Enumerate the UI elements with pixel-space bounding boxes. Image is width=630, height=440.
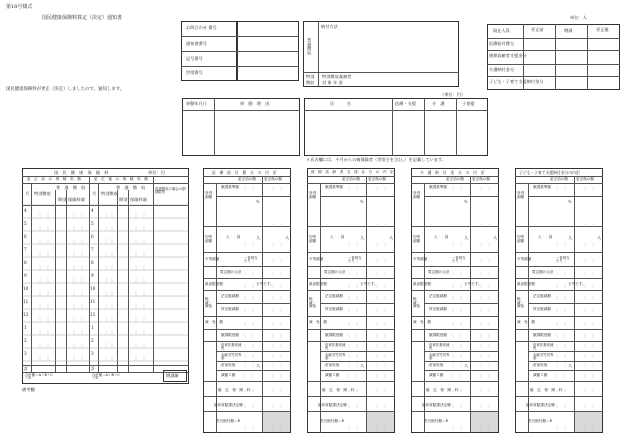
info-row-notice-no: 通知書番号: [186, 41, 207, 46]
panel-medical-ninzu: 人 員: [226, 235, 241, 239]
panel-elder-before: 更正前の額: [342, 177, 360, 181]
status-row-medical: 医療給付費分: [489, 41, 515, 46]
panel-medical-zougen: 差引納付額＝E: [216, 419, 241, 423]
notice-text: 国民健康保険料が更正（決定）しましたので、通知します。: [6, 87, 125, 92]
status-header-after: 更正後: [596, 27, 609, 32]
panel-medical-nin1: 人: [256, 235, 261, 240]
schedule-sub-period-a: 期別: [58, 197, 67, 202]
panel-elder-koukiko: 旧被扶養者減免: [325, 343, 346, 351]
increase-decrease-label: 増減額: [166, 373, 179, 378]
schedule-sub-normal-a: 普 通 徴 収: [56, 185, 86, 190]
panel-medical-heiju: 平等割額: [205, 257, 220, 261]
schedule-sum-b: 合計額＝A＋B＋C＋D: [92, 373, 120, 381]
panel-elder-kiso: 賦課基準額: [325, 185, 343, 189]
panel-elder-sougaku: 減額２額: [325, 373, 340, 377]
info-row-symbol: 記号番号: [186, 56, 203, 61]
panel-child-shotoku: 所得割額: [517, 191, 525, 199]
status-header-before: 更正前: [531, 27, 544, 32]
pension-payer-label: 特別徴収義務者: [322, 74, 352, 79]
schedule-sub-normal-b: 普 通 徴 収: [116, 185, 146, 190]
member-name-label: 氏 名: [330, 101, 351, 106]
panel-care-sanzen: 産前産後: [429, 363, 444, 367]
panel-medical-kiso: 賦課基準額: [221, 185, 239, 189]
panel-child-mishugaku: 未就学児均等割: [533, 353, 554, 361]
panel-medical-per: 一世帯当たり: [244, 256, 258, 264]
panel-elder-kintou: 均等割額: [309, 235, 317, 243]
panel-care-kakutei: 確 定 保 険 料: [426, 388, 459, 392]
payment-method-label: 納付方法: [321, 24, 338, 29]
schedule-col-before: 更 正 前 の 保 険 料 額: [27, 177, 81, 181]
panel-elder-sanzen: 産前産後: [325, 363, 340, 367]
panel-child-nin3: 人: [568, 363, 573, 368]
panel-care-zougen: 差引納付額＝E: [424, 419, 449, 423]
panel-care-choseigo: 賦課限度額: [429, 333, 447, 337]
panel-medical-after: 更正後の額: [264, 177, 282, 181]
month-3: 3: [24, 351, 27, 356]
panel-care-zennen: 過年度賦課決定額: [422, 403, 451, 407]
month-9: 9: [24, 273, 27, 278]
footnote: ＊氏名欄には、４月からの被保険者（世帯主を含む。）を記載しています。: [306, 157, 446, 162]
change-date-label: 異動年月日: [186, 101, 207, 106]
panel-child-nin2: 人: [597, 235, 602, 240]
month-b-9: 9: [91, 273, 94, 278]
panel-elder-saigai: 減 免 額: [309, 320, 327, 324]
yen-unit-label: （単位：円）: [440, 92, 466, 97]
panel-elder-kakutei: 確 定 保 険 料: [322, 388, 355, 392]
panel-medical-sanzen: 産前産後: [221, 363, 236, 367]
status-header-current: 現在人員: [493, 28, 510, 33]
member-child-label: 子育援: [462, 101, 475, 106]
panel-care-heiju: 平等割額: [413, 257, 428, 261]
panel-medical-max-val: 万円です。: [256, 282, 274, 286]
panel-child-max: 最高限度額: [517, 282, 535, 286]
status-header-diff: 増減: [564, 28, 573, 33]
vertical-address-label: 普通徴収: [307, 38, 313, 55]
panel-care-nin1: 人: [464, 235, 469, 240]
panel-care-genmen: 軽減・減免: [413, 297, 421, 309]
member-medical-label: 医療・支援: [395, 101, 416, 106]
schedule-total-a: 計: [24, 366, 29, 371]
panel-elder-max-val: 万円です。: [360, 282, 378, 286]
schedule-sum-a: 合計額＝A＋B＋C＋D: [25, 373, 53, 381]
collection-label: 徴収: [306, 80, 315, 85]
month-b-1: 1: [91, 325, 94, 330]
panel-medical-max: 最高限度額: [205, 282, 223, 286]
panel-child-zennen: 過年度賦課決定額: [526, 403, 555, 407]
panel-child-per: 一世帯当たり: [556, 256, 570, 264]
month-b-8: 8: [91, 260, 94, 265]
panel-child-sanshutsu: 算定額の合計: [532, 270, 554, 274]
month-b-7: 7: [91, 247, 94, 252]
panel-elder-zennen: 過年度賦課決定額: [318, 403, 347, 407]
panel-medical-choseigo: 賦課限度額: [221, 333, 239, 337]
panel-elder-per: 一世帯当たり: [348, 256, 362, 264]
schedule-sub-amount-a: 保険料額: [68, 197, 85, 202]
panel-medical-percent: ％: [256, 199, 261, 204]
panel-medical-nin2: 人: [285, 235, 290, 240]
panel-care-title: 介 護 納 付 金 分 の 内 訳: [420, 170, 485, 175]
panel-medical-before: 更正前の額: [238, 177, 256, 181]
panel-child-percent: ％: [568, 199, 573, 204]
schedule-reason-col: 普通徴収の場合の納期限等: [155, 187, 186, 195]
month-b-12: 12: [90, 312, 96, 317]
panel-elder-max: 最高限度額: [309, 282, 327, 286]
panel-care-shotei: 所定軽減額: [429, 307, 447, 311]
panel-child-sougaku: 減額２額: [533, 373, 548, 377]
info-row-household: 世帯番号: [186, 70, 203, 75]
month-b-11: 11: [90, 299, 96, 304]
panel-medical-sougaku: 減額２額: [221, 373, 236, 377]
panel-elder-genmen: 軽減・減免: [309, 297, 317, 309]
schedule-month-a: 月: [25, 191, 30, 196]
panel-care-sougaku: 減額２額: [429, 373, 444, 377]
panel-elder-after: 更正後の額: [368, 177, 386, 181]
panel-care-nin2: 人: [493, 235, 498, 240]
panel-elder-heiju: 平等割額: [309, 257, 324, 261]
panel-elder-title: 後 期 高 齢 者 支 援 金 分 の 内 訳: [311, 170, 394, 174]
month-b-6: 6: [91, 234, 94, 239]
special-label: 特別: [306, 74, 315, 79]
panel-care-houtei: 法定軽減額: [429, 294, 447, 298]
panel-child-sanzen: 産前産後: [533, 363, 548, 367]
panel-medical-sanshutsu: 算定額の合計: [220, 270, 242, 274]
panel-care-per: 一世帯当たり: [452, 256, 466, 264]
panel-elder-mishugaku: 未就学児均等割: [325, 353, 346, 361]
month-12: 12: [23, 312, 29, 317]
panel-medical-title: 医 療 給 付 費 分 の 内 訳: [212, 170, 277, 175]
panel-child-shotei: 所定軽減額: [533, 307, 551, 311]
schedule-sub-special-a: 特別徴収: [34, 191, 51, 196]
panel-child-kakutei: 確 定 保 険 料: [530, 388, 563, 392]
month-b-10: 10: [90, 286, 96, 291]
panel-care-percent: ％: [464, 199, 469, 204]
schedule-title: 国 民 健 康 保 険 料: [54, 170, 109, 175]
month-1: 1: [24, 325, 27, 330]
panel-elder-choseigo: 賦課限度額: [325, 333, 343, 337]
schedule-month-b: 月: [92, 191, 97, 196]
panel-medical-kakutei: 確 定 保 険 料: [218, 388, 251, 392]
panel-care-max-val: 万円です。: [464, 282, 482, 286]
panel-child-heiju: 平等割額: [517, 257, 532, 261]
month-b-4: 4: [91, 208, 94, 213]
panel-child-koukiko: 旧被扶養者減免: [533, 343, 554, 351]
panel-care-koukiko: 旧被扶養者減免: [429, 343, 450, 351]
panel-elder-zougen: 差引納付額＝E: [320, 419, 345, 423]
month-5: 5: [24, 221, 27, 226]
panel-care-kintou: 均等割額: [413, 235, 421, 243]
panel-child-saigai: 減 免 額: [517, 320, 535, 324]
footer-label: 備考欄: [22, 387, 35, 392]
schedule-total-b: 計: [91, 366, 96, 371]
month-b-3: 3: [91, 351, 94, 356]
month-b-5: 5: [91, 221, 94, 226]
panel-care-shotoku: 所得割額: [413, 191, 421, 199]
month-7: 7: [24, 247, 27, 252]
schedule-unit: 単位：円: [148, 170, 165, 175]
panel-elder-nin1: 人: [360, 235, 365, 240]
panel-child-max-val: 万円です。: [568, 282, 586, 286]
schedule-sub-amount-b: 保険料額: [130, 197, 147, 202]
panel-medical-houtei: 法定軽減額: [221, 294, 239, 298]
panel-care-before: 更正前の額: [446, 177, 464, 181]
form-number: 第18号様式: [6, 4, 33, 10]
panel-care-saigai: 減 免 額: [413, 320, 431, 324]
panel-medical-mishugaku: 未就学児均等割: [221, 353, 242, 361]
panel-care-sanshutsu: 算定額の合計: [428, 270, 450, 274]
schedule-sub-period-b: 期別: [119, 197, 128, 202]
panel-child-zougen: 差引納付額＝E: [528, 419, 553, 423]
panel-child-after: 更正後の額: [576, 177, 594, 181]
form-title: 国民健康保険料算定（決定）通知書: [42, 15, 123, 21]
panel-care-kiso: 賦課基準額: [429, 185, 447, 189]
panel-elder-sanshutsu: 算定額の合計: [324, 270, 346, 274]
panel-care-mishugaku: 未就学児均等割: [429, 353, 450, 361]
panel-medical-nin3: 人: [256, 363, 261, 368]
member-care-label: 介 護: [432, 101, 445, 106]
panel-child-kintou: 均等割額: [517, 235, 525, 243]
panel-elder-ninzu: 人 員: [330, 235, 345, 239]
month-8: 8: [24, 260, 27, 265]
panel-child-ninzu: 人 員: [538, 235, 553, 239]
info-row-inquiry: お問合わせ 番号: [186, 25, 217, 30]
panel-child-houtei: 法定軽減額: [533, 294, 551, 298]
panel-elder-percent: ％: [360, 199, 365, 204]
change-reason-label: 異 動 理 由: [240, 101, 270, 106]
month-2: 2: [24, 338, 27, 343]
panel-child-genmen: 軽減・減免: [517, 297, 525, 309]
month-11: 11: [23, 299, 29, 304]
month-6: 6: [24, 234, 27, 239]
panel-elder-shotoku: 所得割額: [309, 191, 317, 199]
panel-medical-koukiko: 旧被扶養者減免: [221, 343, 242, 351]
panel-medical-shotei: 所定軽減額: [221, 307, 239, 311]
panel-medical-zennen: 過年度賦課決定額: [214, 403, 243, 407]
panel-medical-kintou: 均等割額: [205, 235, 213, 243]
schedule-col-after: 更 正 後 の 保 険 料 額: [94, 177, 148, 181]
panel-care-max: 最高限度額: [413, 282, 431, 286]
panel-elder-nin2: 人: [389, 235, 394, 240]
panel-child-nin1: 人: [568, 235, 573, 240]
panel-child-title: 子ども・子育て支援納付金分の内訳: [519, 170, 580, 175]
panel-child-before: 更正前の額: [550, 177, 568, 181]
panel-elder-nin3: 人: [360, 363, 365, 368]
panel-medical-shotoku: 所得割額: [205, 191, 213, 199]
panel-elder-shotei: 所定軽減額: [325, 307, 343, 311]
panel-child-kiso: 賦課基準額: [533, 185, 551, 189]
status-row-elder: 後期高齢者支援金分: [489, 53, 527, 58]
panel-care-after: 更正後の額: [472, 177, 490, 181]
panel-elder-houtei: 法定軽減額: [325, 294, 343, 298]
month-10: 10: [23, 286, 29, 291]
pension-kind-label: 対 象 年 金: [322, 80, 343, 85]
schedule-sub-special-b: 特別徴収: [101, 191, 118, 196]
panel-care-nin3: 人: [464, 363, 469, 368]
panel-medical-saigai: 減 免 額: [205, 320, 223, 324]
status-row-child: 子ども・子育て支援納付金分: [489, 79, 544, 84]
status-row-care: 介護納付金分: [489, 67, 515, 72]
panel-medical-genmen: 軽減・減免: [205, 297, 213, 309]
month-4: 4: [24, 208, 27, 213]
month-b-2: 2: [91, 338, 94, 343]
unit-label: 単位：人: [570, 15, 587, 20]
panel-care-ninzu: 人 員: [434, 235, 449, 239]
panel-child-choseigo: 賦課限度額: [533, 333, 551, 337]
